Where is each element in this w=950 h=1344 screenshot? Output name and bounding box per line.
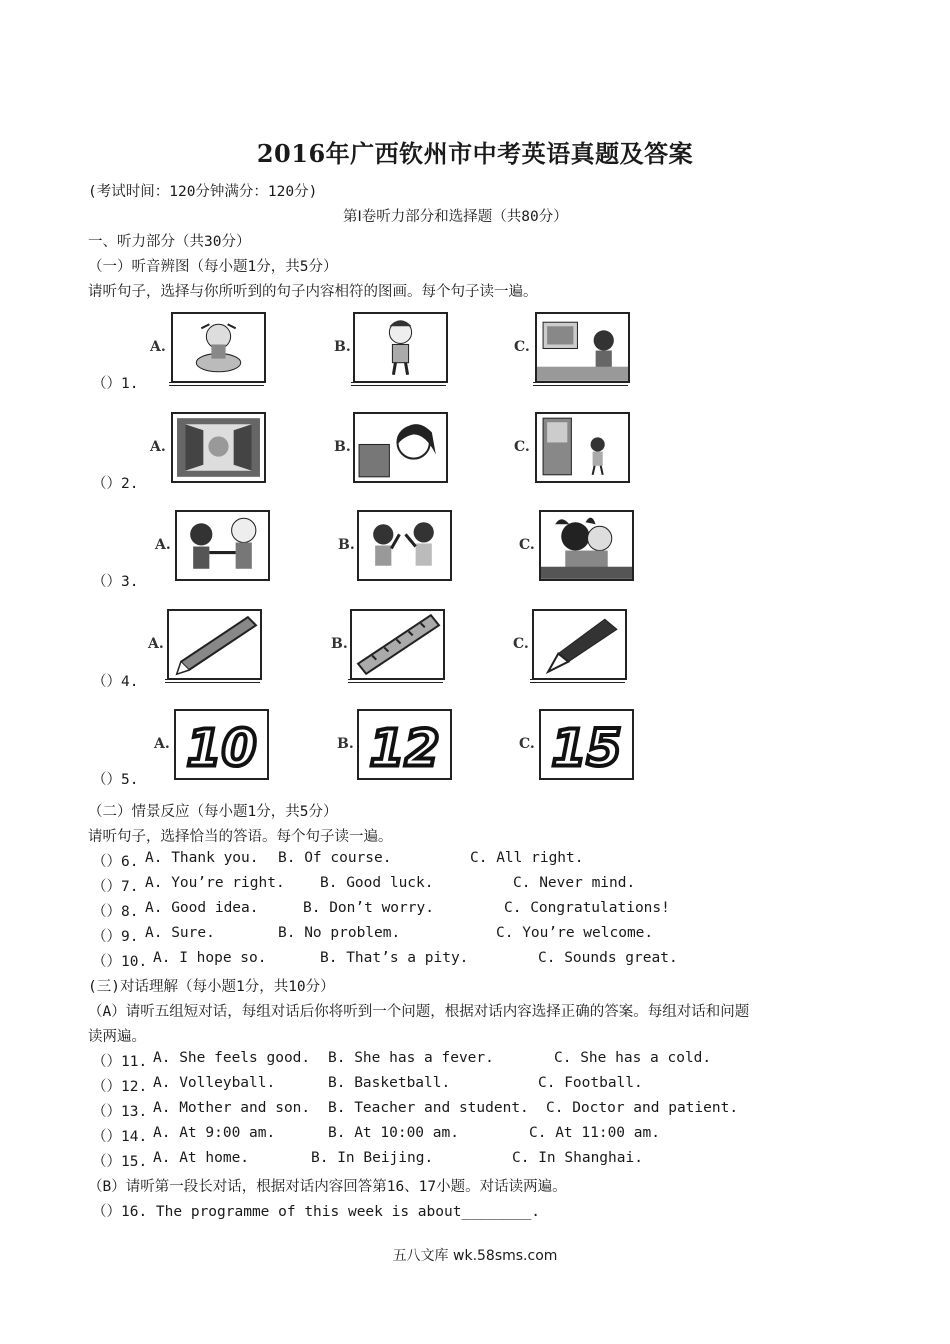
question-number: （）2.	[92, 476, 139, 492]
option-c: C. You’re welcome.	[496, 925, 654, 941]
option-c: C. Congratulations!	[504, 900, 670, 916]
option-label: C.	[514, 339, 530, 355]
option-a: A. At home.	[153, 1150, 250, 1166]
question-number: （）3.	[92, 574, 139, 590]
hugging-icon	[539, 510, 634, 581]
card-number: 15	[551, 718, 622, 778]
option-c: C. All right.	[470, 850, 584, 866]
question-number: （）12.	[92, 1079, 148, 1095]
option-a: A. I hope so.	[153, 950, 267, 966]
girl-at-door-icon	[535, 412, 630, 483]
question-number: （）14.	[92, 1129, 148, 1145]
option-c: C. She has a cold.	[554, 1050, 712, 1066]
question-number: （）1.	[92, 376, 139, 392]
option-label: A.	[150, 439, 166, 455]
section-heading: 一、听力部分（共30分）	[88, 234, 251, 250]
number-12-card	[357, 709, 452, 780]
question-row-10	[92, 950, 892, 970]
instruction-2: 请听句子，选择恰当的答语。每个句子读一遍。	[88, 829, 393, 845]
option-b: B. That’s a pity.	[320, 950, 469, 966]
waving-hello-icon	[357, 510, 452, 581]
option-label: B.	[338, 537, 355, 553]
question-number: （）6.	[92, 854, 139, 870]
question-row-11	[92, 1050, 892, 1070]
question-16: （）16. The programme of this week is about________.	[92, 1204, 541, 1220]
question-number: （）13.	[92, 1104, 148, 1120]
ruler-icon	[350, 609, 445, 680]
option-label: B.	[334, 439, 351, 455]
pencil-icon	[167, 609, 262, 680]
question-number: （）9.	[92, 929, 139, 945]
question-number: （）5.	[92, 772, 139, 788]
option-c: C. Never mind.	[513, 875, 636, 891]
question-row-8	[92, 900, 892, 920]
subsection-heading-3: (三)对话理解（每小题1分，共10分）	[88, 979, 335, 995]
option-a: A. You’re right.	[145, 875, 285, 891]
number-10-card	[174, 709, 269, 780]
option-label: C.	[519, 736, 535, 752]
question-row-6	[92, 850, 892, 870]
question-number: （）11.	[92, 1054, 148, 1070]
girl-standing-icon	[353, 312, 448, 383]
option-label: B.	[331, 636, 348, 652]
question-row-9	[92, 925, 892, 945]
option-a: A. At 9:00 am.	[153, 1125, 276, 1141]
question-row-12	[92, 1075, 892, 1095]
option-label: B.	[337, 736, 354, 752]
question-row-14	[92, 1125, 892, 1145]
number-15-card	[539, 709, 634, 780]
option-label: A.	[154, 736, 170, 752]
option-label: A.	[148, 636, 164, 652]
option-a: A. She feels good.	[153, 1050, 311, 1066]
option-b: B. She has a fever.	[328, 1050, 494, 1066]
option-a: A. Sure.	[145, 925, 215, 941]
question-number: （）8.	[92, 904, 139, 920]
window-icon	[171, 412, 266, 483]
girl-cooking-icon	[171, 312, 266, 383]
instruction-3b: （B）请听第一段长对话，根据对话内容回答第16、17小题。对话读两遍。	[88, 1179, 567, 1195]
option-label: C.	[514, 439, 530, 455]
option-label: B.	[334, 339, 351, 355]
instruction-1: 请听句子，选择与你所听到的句子内容相符的图画。每个句子读一遍。	[88, 284, 538, 300]
part-title: 第Ⅰ卷听力部分和选择题（共80分）	[343, 209, 568, 225]
option-c: C. Sounds great.	[538, 950, 678, 966]
option-b: B. Of course.	[278, 850, 392, 866]
question-number: （）7.	[92, 879, 139, 895]
exam-info: (考试时间：120分钟满分：120分)	[88, 184, 318, 200]
question-number: （）10.	[92, 954, 148, 970]
question-row-15	[92, 1150, 892, 1170]
option-label: A.	[150, 339, 166, 355]
option-b: B. At 10:00 am.	[328, 1125, 459, 1141]
option-c: C. Football.	[538, 1075, 643, 1091]
subsection-heading-2: （二）情景反应（每小题1分，共5分）	[88, 804, 338, 820]
option-a: A. Mother and son.	[153, 1100, 311, 1116]
option-b: B. In Beijing.	[311, 1150, 434, 1166]
question-row-7	[92, 875, 892, 895]
option-label: C.	[513, 636, 529, 652]
question-row-13	[92, 1100, 892, 1120]
option-c: C. Doctor and patient.	[546, 1100, 739, 1116]
shaking-hands-icon	[175, 510, 270, 581]
option-label: A.	[155, 537, 171, 553]
option-b: B. Basketball.	[328, 1075, 451, 1091]
footer-watermark: 五八文库 wk.58sms.com	[392, 1248, 558, 1264]
card-number: 12	[369, 718, 440, 778]
subsection-heading-1: （一）听音辨图（每小题1分，共5分）	[88, 259, 338, 275]
option-c: C. In Shanghai.	[512, 1150, 643, 1166]
instruction-3a-line1: （A）请听五组短对话，每组对话后你将听到一个问题，根据对话内容选择正确的答案。每组对话和问题	[88, 1004, 750, 1020]
girl-reading-icon	[353, 412, 448, 483]
option-a: A. Good idea.	[145, 900, 259, 916]
option-b: B. Don’t worry.	[303, 900, 434, 916]
option-c: C. At 11:00 am.	[529, 1125, 660, 1141]
option-a: A. Thank you.	[145, 850, 259, 866]
option-b: B. Good luck.	[320, 875, 434, 891]
option-b: B. Teacher and student.	[328, 1100, 529, 1116]
girl-watching-tv-icon	[535, 312, 630, 383]
instruction-3a-line2: 读两遍。	[88, 1029, 146, 1045]
option-b: B. No problem.	[278, 925, 401, 941]
option-label: C.	[519, 537, 535, 553]
question-number: （）15.	[92, 1154, 148, 1170]
option-a: A. Volleyball.	[153, 1075, 276, 1091]
pen-icon	[532, 609, 627, 680]
card-number: 10	[186, 718, 257, 778]
page-title: 2016年广西钦州市中考英语真题及答案	[256, 139, 694, 168]
question-number: （）4.	[92, 674, 139, 690]
